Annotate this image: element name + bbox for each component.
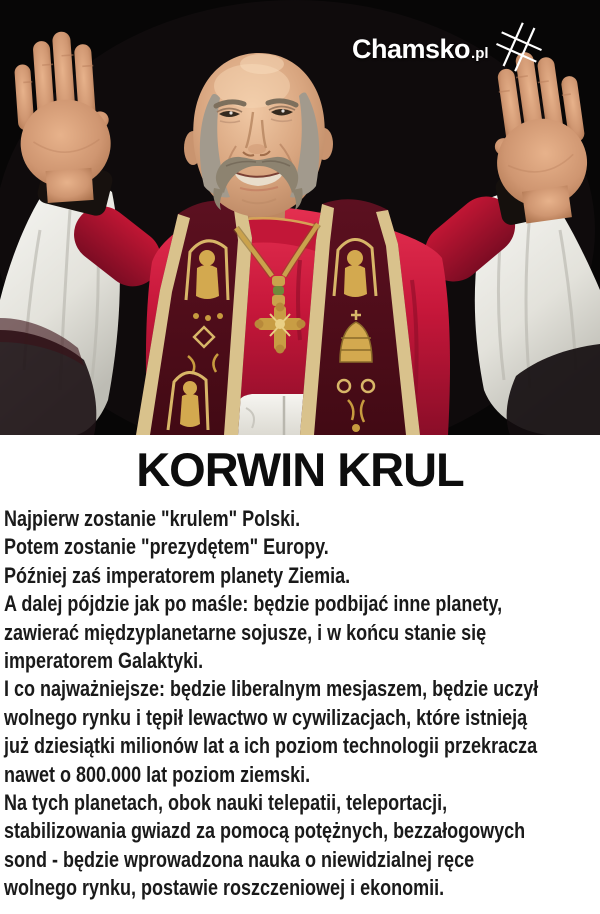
meme-text-line: imperatorem Galaktyki. — [4, 648, 204, 674]
caption-section — [0, 435, 600, 903]
meme-text-line: Na tych planetach, obok nauki telepatii, teleportacji, — [4, 790, 448, 816]
meme-text — [4, 505, 596, 903]
meme-text-line: zawierać międzyplanetarne sojusze, i w końcu stanie się — [4, 619, 487, 645]
meme-text-line: sond - będzie wprowadzona nauka o niewidzialnej ręce — [4, 846, 475, 872]
meme-text-line: Potem zostanie "prezydętem" Europy. — [4, 534, 329, 560]
photo-section — [0, 0, 600, 435]
meme-text-line: wolnego rynku i tępił lewactwo w cywilizacjach, które istnieją — [4, 704, 528, 730]
brand-watermark — [352, 24, 539, 64]
meme-text-line: nawet o 800.000 lat poziom ziemski. — [4, 761, 311, 787]
tilted-hash-icon — [499, 24, 539, 70]
meme-text-line: Później zaś imperatorem planety Ziemia. — [4, 562, 351, 588]
meme-title: KORWIN KRUL — [136, 443, 464, 496]
brand-name: Chamsko — [352, 34, 471, 64]
meme-text-line: I co najważniejsze: będzie liberalnym mesjaszem, będzie uczył — [4, 676, 539, 702]
brand-tld: .pl — [471, 45, 489, 62]
meme-text-line: Najpierw zostanie "krulem" Polski. — [4, 506, 301, 531]
meme-text-line: stabilizowania gwiazd za pomocą potężnych, bezzałogowych — [4, 818, 526, 844]
meme-text-line: już dziesiątki milionów lat a ich poziom technologii przekracza — [4, 733, 538, 759]
meme-text-line: A dalej pójdzie jak po maśle: będzie podbijać inne planety, — [4, 591, 503, 617]
meme-text-line: wolnego rynku, postawie roszczeniowej i ekonomii. — [4, 875, 445, 901]
